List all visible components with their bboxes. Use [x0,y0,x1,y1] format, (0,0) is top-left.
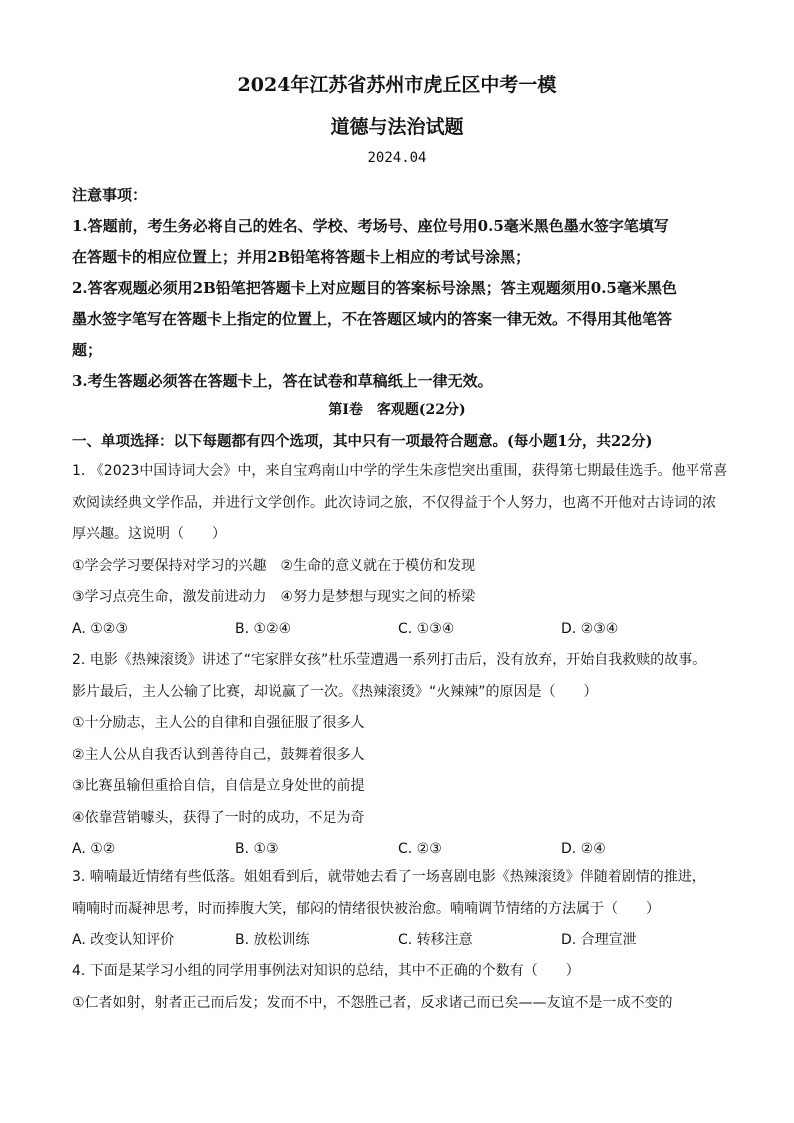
option-b[interactable]: B. ①②④ [235,620,292,637]
question-line: ①十分励志，主人公的自律和自强征服了很多人 [72,715,365,731]
instructions-heading: 注意事项： [72,186,148,204]
answer-options [72,834,732,866]
option-a[interactable]: A. ①②③ [72,620,128,637]
instruction-line: 题； [72,341,103,359]
option-c[interactable]: C. 转移注意 [398,932,473,948]
question-line: ①学会学习要保持对学习的兴趣 ②生命的意义就在于模仿和发现 [72,557,476,574]
question-line: ①仁者如射，射者正己而后发；发而不中，不怨胜己者，反求诸己而已矣——友谊不是一成不变的 [72,994,673,1011]
instruction-line: 3.考生答题必须答在答题卡上，答在试卷和草稿纸上一律无效。 [72,372,493,390]
instruction-line: 墨水签字笔写在答题卡上指定的位置上，不在答题区域内的答案一律无效。不得用其他笔答 [72,310,673,328]
part-heading: 一、单项选择：以下每题都有四个选项，其中只有一项最符合题意。(每小题1分，共22分) [72,433,653,450]
option-d[interactable]: D. ②③④ [561,620,619,637]
option-c[interactable]: C. ②③ [398,841,442,857]
question-line: ③比赛虽输但重拾自信，自信是立身处世的前提 [72,778,365,794]
instruction-line: 2.答客观题必须用2B铅笔把答题卡上对应题目的答案标号涂黑；答主观题须用0.5毫米黑色 [72,279,677,297]
instructions [72,180,732,397]
option-c[interactable]: C. ①③④ [398,620,455,637]
section-title: 第Ⅰ卷 客观题(22分) [328,402,466,418]
question-line: 影片最后，主人公输了比赛，却说赢了一次。《热辣滚烫》“火辣辣”的原因是（ ） [72,683,598,700]
question-line: ④依靠营销噱头，获得了一时的成功，不足为奇 [72,809,365,826]
question-line: 4. 下面是某学习小组的同学用事例法对知识的总结，其中不正确的个数有（ ） [72,963,580,979]
question-line: ②主人公从自我否认到善待自己，鼓舞着很多人 [72,746,365,763]
question-2 [72,645,732,866]
instruction-line: 在答题卡的相应位置上；并用2B铅笔将答题卡上相应的考试号涂黑； [72,248,531,266]
exam-subject: 道德与法治试题 [330,116,464,138]
question-line: 喃喃时而凝神思考，时而捧腹大笑，郁闷的情绪很快被治愈。喃喃调节情绪的方法属于（ ） [72,900,660,917]
option-d[interactable]: D. ②④ [561,841,606,857]
question-line: 3. 喃喃最近情绪有些低落。姐姐看到后，就带她去看了一场喜剧电影《热辣滚烫》伴随着剧情的推进， [72,869,706,885]
question-line: 2. 电影《热辣滚烫》讲述了“宅家胖女孩”杜乐莹遭遇一系列打击后，没有放弃，开始自我救赎的故事。 [72,652,707,668]
question-line: 厚兴趣。这说明（ ） [72,526,226,542]
question-3 [72,862,732,957]
exam-title: 2024年江苏省苏州市虎丘区中考一模 [237,74,557,96]
option-b[interactable]: B. 放松训练 [235,932,310,948]
answer-options [72,614,732,646]
question-1 [72,456,732,645]
option-a[interactable]: A. ①② [72,841,116,857]
option-a[interactable]: A. 改变认知评价 [72,932,175,948]
option-b[interactable]: B. ①③ [235,841,279,857]
exam-date: 2024.04 [367,150,427,166]
question-line: 欢阅读经典文学作品，并进行文学创作。此次诗词之旅，不仅得益于个人努力，也离不开他对古诗词的浓 [72,494,716,511]
question-line: 1. 《2023中国诗词大会》中，来自宝鸡南山中学的学生朱彦恺突出重围，获得第七期最佳选手。他平常喜 [72,463,728,479]
answer-options [72,925,732,957]
question-line: ③学习点亮生命，激发前进动力 ④努力是梦想与现实之间的桥梁 [72,589,476,605]
instruction-line: 1.答题前，考生务必将自己的姓名、学校、考场号、座位号用0.5毫米黑色墨水签字笔填写 [72,217,669,235]
option-d[interactable]: D. 合理宣泄 [561,932,637,948]
question-4 [72,956,732,1019]
